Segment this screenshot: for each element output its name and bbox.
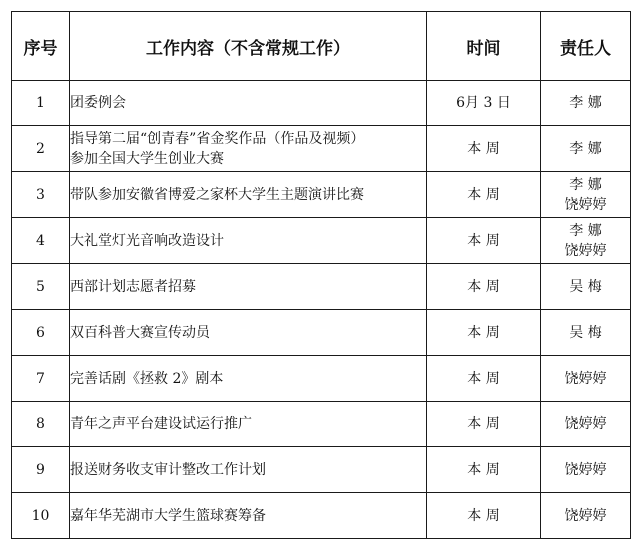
header-owner: 责任人: [541, 12, 631, 81]
row-time: 本 周: [427, 126, 541, 172]
row-time: 本 周: [427, 493, 541, 539]
owner-name: 李 娜: [569, 222, 602, 239]
table-row: [12, 402, 631, 447]
row-task: [70, 172, 427, 218]
row-time: 本 周: [427, 310, 541, 356]
header-time: 时间: [427, 12, 541, 81]
row-index: 3: [12, 172, 70, 218]
owner-name: 饶婷婷: [564, 370, 607, 387]
row-time: 本 周: [427, 172, 541, 218]
row-task: [70, 402, 427, 447]
row-task: [70, 81, 427, 126]
table-row: [12, 447, 631, 493]
row-owner: [541, 310, 631, 356]
task-line: 参加全国大学生创业大赛: [70, 150, 224, 167]
owner-name: 饶婷婷: [564, 242, 607, 259]
row-time: 本 周: [427, 356, 541, 402]
row-time: 本 周: [427, 264, 541, 310]
task-line: 大礼堂灯光音响改造设计: [70, 232, 224, 249]
owner-name: 李 娜: [569, 140, 602, 157]
header-index: 序号: [12, 12, 70, 81]
row-index: 1: [12, 81, 70, 126]
row-index: 5: [12, 264, 70, 310]
row-index: 10: [12, 493, 70, 539]
row-owner: [541, 126, 631, 172]
task-line: 指导第二届“创青春”省金奖作品（作品及视频）: [70, 130, 365, 147]
task-line: 报送财务收支审计整改工作计划: [70, 461, 266, 478]
row-owner: [541, 493, 631, 539]
table-row: [12, 264, 631, 310]
owner-name: 饶婷婷: [564, 507, 607, 524]
row-time: 本 周: [427, 447, 541, 493]
owner-name: 饶婷婷: [564, 416, 607, 432]
table-row: [12, 126, 631, 172]
row-time: 本 周: [427, 402, 541, 447]
owner-name: 饶婷婷: [564, 461, 607, 478]
task-line: 完善话剧《拯救 2》剧本: [70, 370, 224, 387]
row-time: 6月 3 日: [427, 81, 541, 126]
task-line: 嘉年华芜湖市大学生篮球赛筹备: [70, 507, 266, 524]
row-owner: [541, 172, 631, 218]
row-task: [70, 310, 427, 356]
row-index: 8: [12, 402, 70, 447]
owner-name: 吴 梅: [569, 324, 602, 341]
row-task: [70, 493, 427, 539]
owner-name: 李 娜: [569, 95, 602, 111]
row-task: [70, 264, 427, 310]
task-line: 青年之声平台建设试运行推广: [70, 416, 252, 432]
table-row: [12, 172, 631, 218]
row-index: 4: [12, 218, 70, 264]
task-line: 带队参加安徽省博爱之家杯大学生主题演讲比赛: [70, 186, 364, 203]
task-line: 双百科普大赛宣传动员: [70, 324, 210, 341]
row-owner: [541, 264, 631, 310]
row-index: 7: [12, 356, 70, 402]
row-task: [70, 356, 427, 402]
row-task: [70, 126, 427, 172]
task-line: 团委例会: [70, 95, 126, 111]
owner-name: 吴 梅: [569, 278, 602, 295]
row-owner: [541, 447, 631, 493]
table-row: [12, 356, 631, 402]
table-row: [12, 310, 631, 356]
row-index: 9: [12, 447, 70, 493]
header-row: [12, 12, 631, 81]
row-task: [70, 218, 427, 264]
header-task: 工作内容（不含常规工作）: [70, 12, 427, 81]
table-row: [12, 493, 631, 539]
row-index: 2: [12, 126, 70, 172]
row-owner: [541, 356, 631, 402]
row-time: 本 周: [427, 218, 541, 264]
row-owner: [541, 81, 631, 126]
owner-name: 李 娜: [569, 176, 602, 193]
row-owner: [541, 218, 631, 264]
task-line: 西部计划志愿者招募: [70, 278, 196, 295]
table-row: [12, 218, 631, 264]
row-index: 6: [12, 310, 70, 356]
owner-name: 饶婷婷: [564, 196, 607, 213]
work-schedule-table: [11, 11, 631, 539]
table-row: [12, 81, 631, 126]
row-task: [70, 447, 427, 493]
row-owner: [541, 402, 631, 447]
